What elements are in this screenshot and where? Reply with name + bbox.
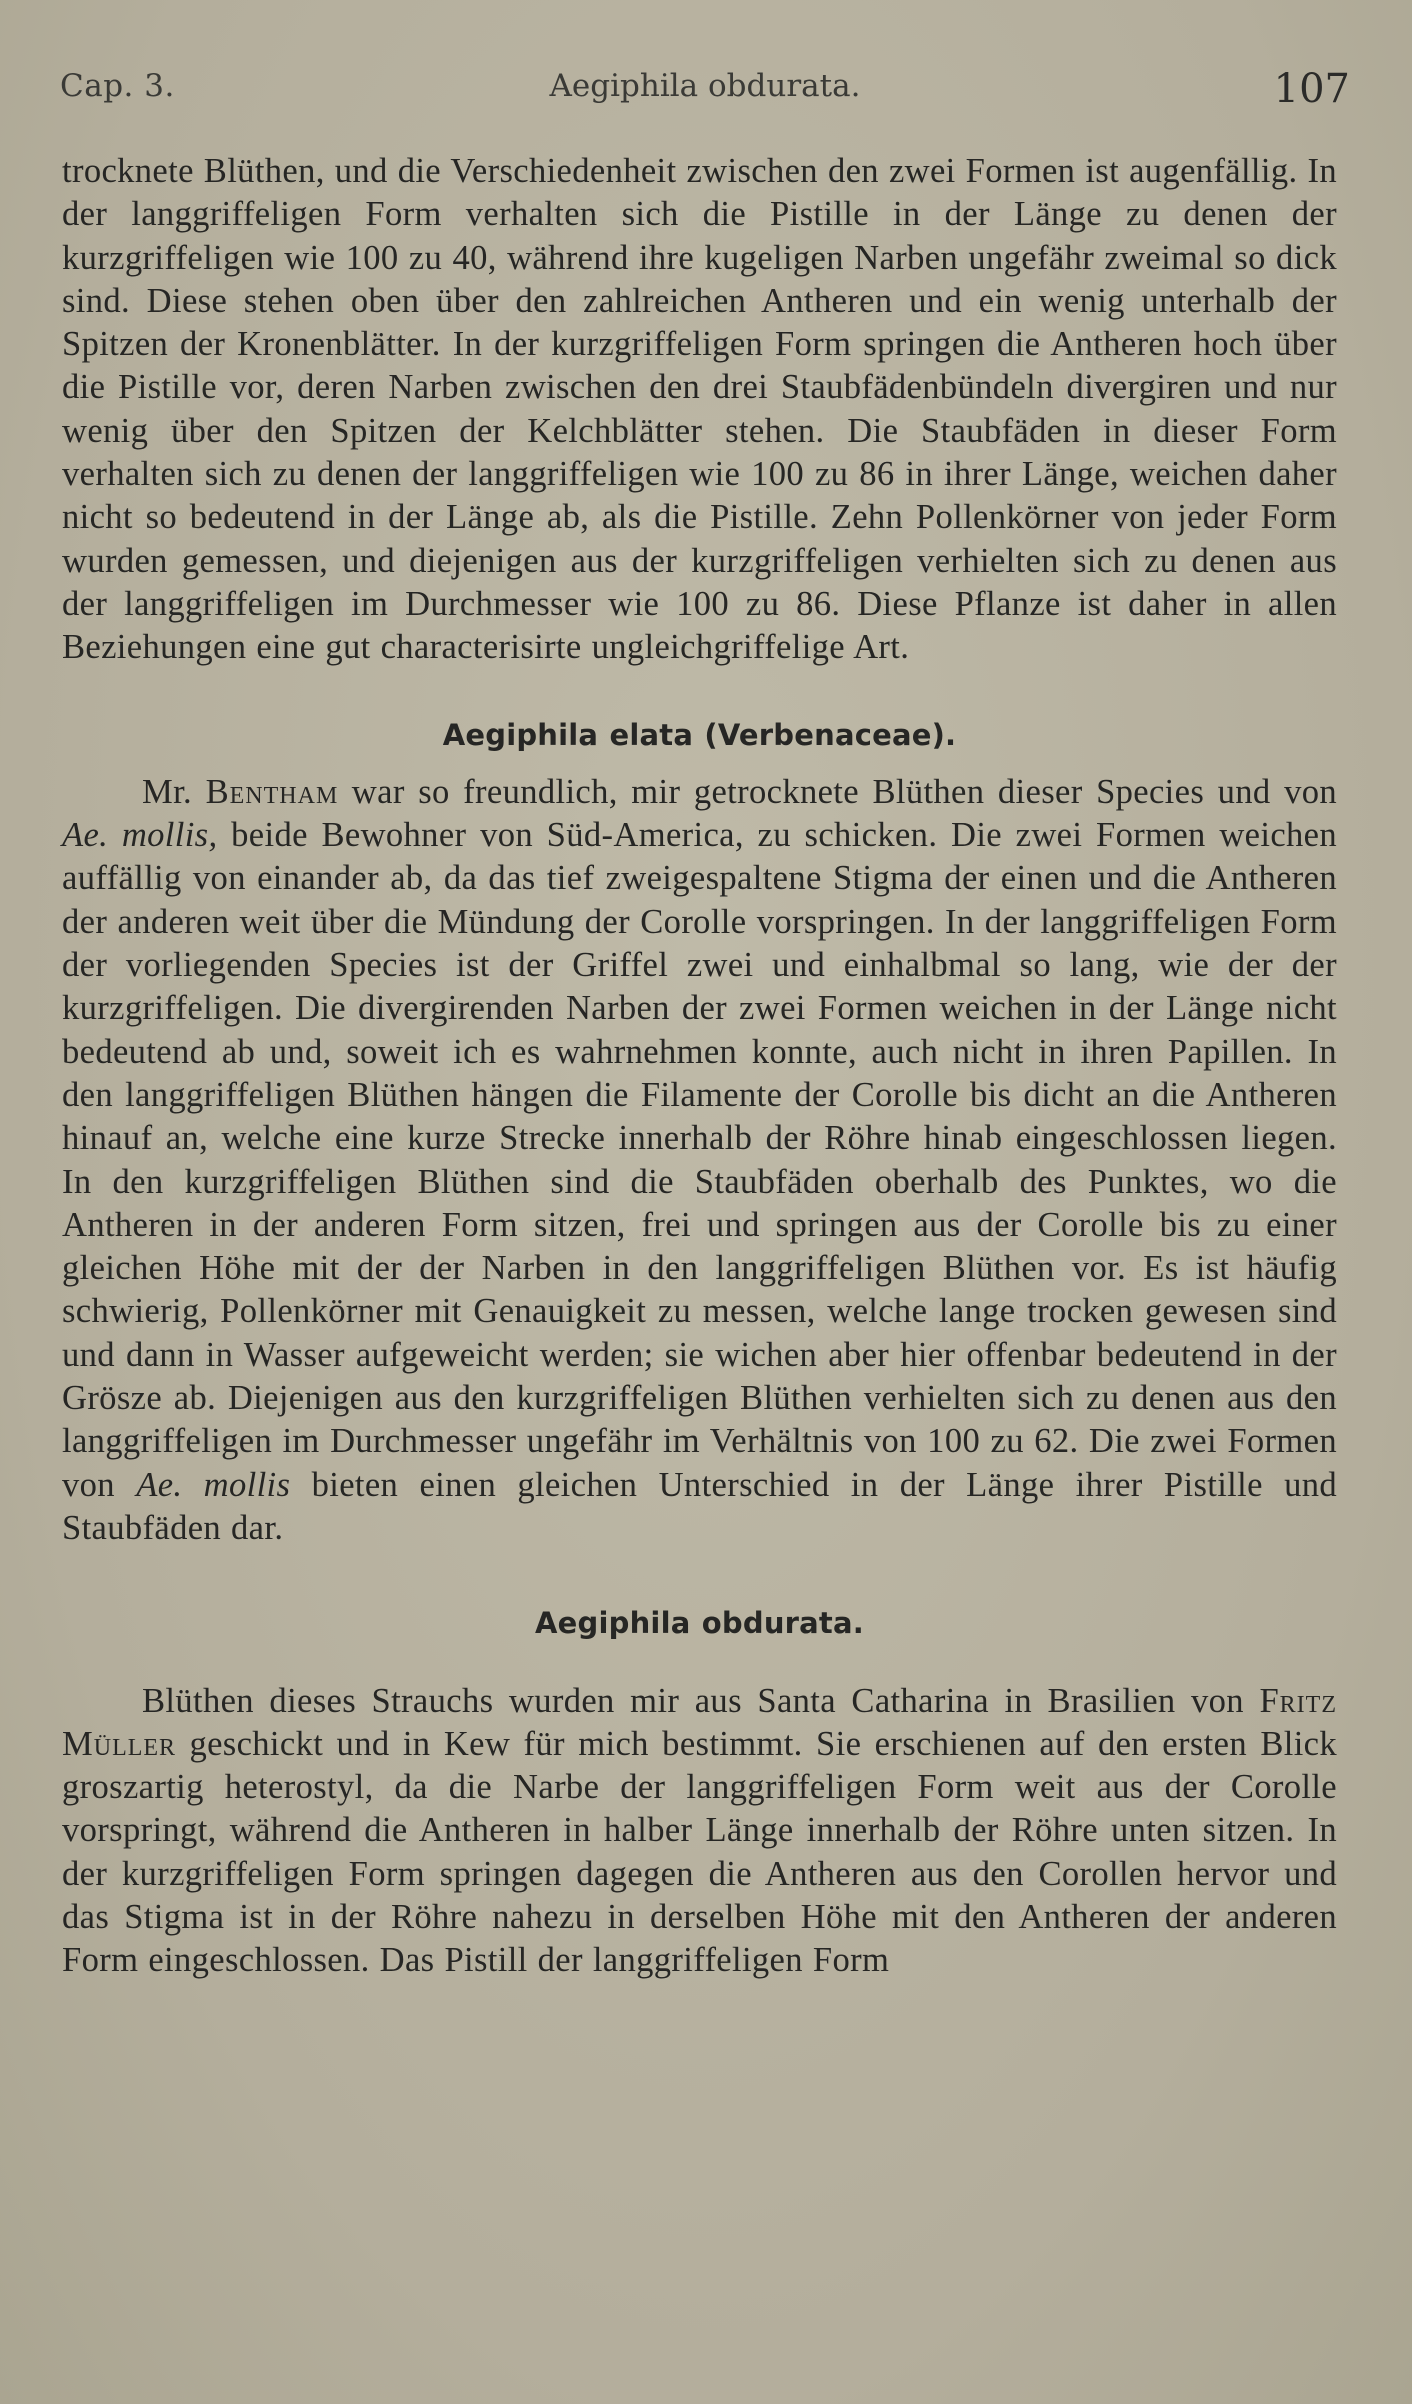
species-name: Ae. mollis,: [62, 816, 218, 855]
paragraph-text: war so freundlich, mir getrocknete Blüthen dieser Species und von: [338, 772, 1337, 811]
running-title: Aegiphila obdurata.: [549, 68, 861, 104]
section-heading-aegiphila-obdurata: Aegiphila obdurata.: [535, 1606, 864, 1641]
section-heading-aegiphila-elata: Aegiphila elata (Verbenaceae).: [442, 717, 957, 752]
species-name: Ae. mollis: [136, 1465, 291, 1504]
paragraph-lead: Mr.: [142, 772, 206, 811]
paragraph-text: beide Bewohner von Süd-America, zu schicken. Die zwei Formen weichen auffällig von einander ab, da das tief zweigespaltene Stigma der einen und die Antheren der anderen weit über die Mündung der Corolle vorspringen. In der langgriffeligen Form der vorliegenden Species ist der Griffel zwei und einhalbmal so lang, wie der der kurzgriffeligen. Die divergirenden Narben der zwei Formen weichen in der Länge nicht bedeutend ab und, soweit ich es wahrnehmen konnte, auch nicht in ihren Papillen. In den langgriffeligen Blüthen hängen die Filamente der Corolle bis dicht an die Antheren hinauf an, welche eine kurze Strecke innerhalb der Röhre hinab eingeschlossen liegen. In den kurzgriffeligen Blüthen sind die Staubfäden oberhalb des Punktes, wo die Antheren in der anderen Form sitzen, frei und springen aus der Corolle bis zu einer gleichen Höhe mit der der Narben in den langgriffeligen Blüthen vor. Es ist häufig schwierig, Pollenkörner mit Genauigkeit zu messen, welche lange trocken gewesen sind und dann in Wasser aufgeweicht werden; sie wichen aber hier offenbar bedeutend in der Grösze ab. Diejenigen aus den kurzgriffeligen Blüthen verhielten sich zu denen aus den langgriffeligen im Durchmesser ungefähr im Verhältnis von 100 zu 62. Die zwei Formen von: [62, 816, 1338, 1504]
running-head: [60, 62, 1350, 112]
paragraph-text: bieten einen gleichen Unterschied in der Länge ihrer Pistille und Staubfäden dar.: [62, 1465, 1337, 1547]
paragraph-text: Blüthen dieses Strauchs wurden mir aus Santa Catharina in Brasilien von: [142, 1681, 1260, 1720]
page-body: [62, 150, 1337, 1983]
paragraph-aegiphila-elata: [62, 771, 1337, 1550]
page-number: 107: [1273, 66, 1350, 112]
paragraph-text: geschickt und in Kew für mich bestimmt. Sie erschienen auf den ersten Blick groszartig heterostyl, da die Narbe der langgriffeligen Form weit aus der Corolle vorspringt, während die Antheren in halber Länge innerhalb der Röhre unten sitzen. In der kurzgriffeligen Form springen dagegen die Antheren aus den Corollen hervor und das Stigma ist in der Röhre nahezu in derselben Höhe mit den Antheren der anderen Form eingeschlossen. Das Pistill der langgriffeligen Form: [62, 1724, 1337, 1980]
chapter-label: Cap. 3.: [60, 68, 175, 104]
paragraph-aegiphila-obdurata: [62, 1680, 1337, 1983]
paragraph-continued: trocknete Blüthen, und die Verschiedenheit zwischen den zwei Formen ist augenfällig. In der langgriffeligen Form verhalten sich die Pistille in der Länge zu denen der kurzgriffeligen wie 100 zu 40, während ihre kugeligen Narben ungefähr zweimal so dick sind. Diese stehen oben über den zahlreichen Antheren und ein wenig unterhalb der Spitzen der Kronenblätter. In der kurzgriffeligen Form springen die Antheren hoch über die Pistille vor, deren Narben zwischen den drei Staubfädenbündeln divergiren und nur wenig über den Spitzen der Kelchblätter stehen. Die Staubfäden in dieser Form verhalten sich zu denen der langgriffeligen wie 100 zu 86 in ihrer Länge, weichen daher nicht so bedeutend in der Länge ab, als die Pistille. Zehn Pollenkörner von jeder Form wurden gemessen, und diejenigen aus der kurzgriffeligen verhielten sich zu denen aus der langgriffeligen im Durchmesser wie 100 zu 86. Diese Pflanze ist daher in allen Beziehungen eine gut characterisirte ungleichgriffelige Art.: [62, 152, 1337, 667]
author-name-bentham: Bentham: [205, 772, 339, 811]
author-name-fritz-mueller: Fritz Müller: [62, 1681, 1337, 1763]
